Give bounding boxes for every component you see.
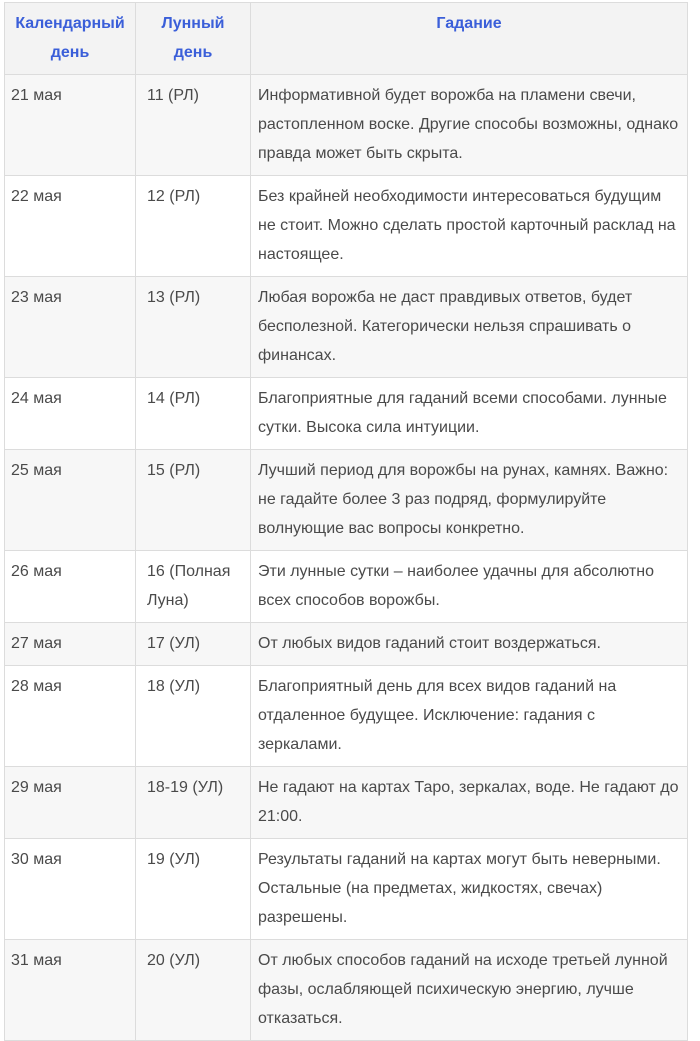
cell-divination: Благоприятный день для всех видов гаданий на отдаленное будущее. Исключение: гадания с зеркалами. [251,666,688,767]
cell-calendar-day: 29 мая [5,767,136,839]
table-header [5,3,688,75]
cell-divination: Эти лунные сутки – наиболее удачны для абсолютно всех способов ворожбы. [251,551,688,623]
cell-lunar-day: 20 (УЛ) [136,940,251,1041]
cell-calendar-day: 30 мая [5,839,136,940]
header-calendar-day: Календарный день [5,3,136,75]
cell-lunar-day: 18 (УЛ) [136,666,251,767]
table-row [5,940,688,1041]
table-row [5,277,688,378]
cell-divination: Без крайней необходимости интересоваться будущим не стоит. Можно сделать простой карточный расклад на настоящее. [251,176,688,277]
cell-calendar-day: 31 мая [5,940,136,1041]
cell-calendar-day: 23 мая [5,277,136,378]
cell-lunar-day: 12 (РЛ) [136,176,251,277]
cell-lunar-day: 16 (Полная Луна) [136,551,251,623]
cell-divination: Благоприятные для гаданий всеми способами. лунные сутки. Высока сила интуиции. [251,378,688,450]
table-row [5,623,688,666]
cell-lunar-day: 11 (РЛ) [136,75,251,176]
table-row [5,75,688,176]
cell-divination: Не гадают на картах Таро, зеркалах, воде. Не гадают до 21:00. [251,767,688,839]
cell-divination: Информативной будет ворожба на пламени свечи, растопленном воске. Другие способы возможны, однако правда может быть скрыта. [251,75,688,176]
cell-calendar-day: 26 мая [5,551,136,623]
header-row [5,3,688,75]
cell-calendar-day: 25 мая [5,450,136,551]
cell-calendar-day: 22 мая [5,176,136,277]
table-row [5,666,688,767]
header-divination: Гадание [251,3,688,75]
lunar-divination-table [4,2,688,1041]
cell-divination: От любых способов гаданий на исходе третьей лунной фазы, ослабляющей психическую энергию, лучше отказаться. [251,940,688,1041]
cell-calendar-day: 28 мая [5,666,136,767]
cell-lunar-day: 18-19 (УЛ) [136,767,251,839]
cell-lunar-day: 17 (УЛ) [136,623,251,666]
header-lunar-day: Лунный день [136,3,251,75]
table-row [5,551,688,623]
cell-calendar-day: 24 мая [5,378,136,450]
cell-lunar-day: 15 (РЛ) [136,450,251,551]
cell-divination: Лучший период для ворожбы на рунах, камнях. Важно: не гадайте более 3 раз подряд, формулируйте волнующие вас вопросы конкретно. [251,450,688,551]
cell-calendar-day: 27 мая [5,623,136,666]
table-row [5,176,688,277]
cell-lunar-day: 13 (РЛ) [136,277,251,378]
table-body [5,75,688,1041]
table-row [5,378,688,450]
table-row [5,450,688,551]
cell-divination: Результаты гаданий на картах могут быть неверными. Остальные (на предметах, жидкостях, свечах) разрешены. [251,839,688,940]
cell-divination: От любых видов гаданий стоит воздержаться. [251,623,688,666]
cell-lunar-day: 19 (УЛ) [136,839,251,940]
table-row [5,767,688,839]
cell-lunar-day: 14 (РЛ) [136,378,251,450]
cell-calendar-day: 21 мая [5,75,136,176]
cell-divination: Любая ворожба не даст правдивых ответов, будет бесполезной. Категорически нельзя спрашивать о финансах. [251,277,688,378]
table-row [5,839,688,940]
